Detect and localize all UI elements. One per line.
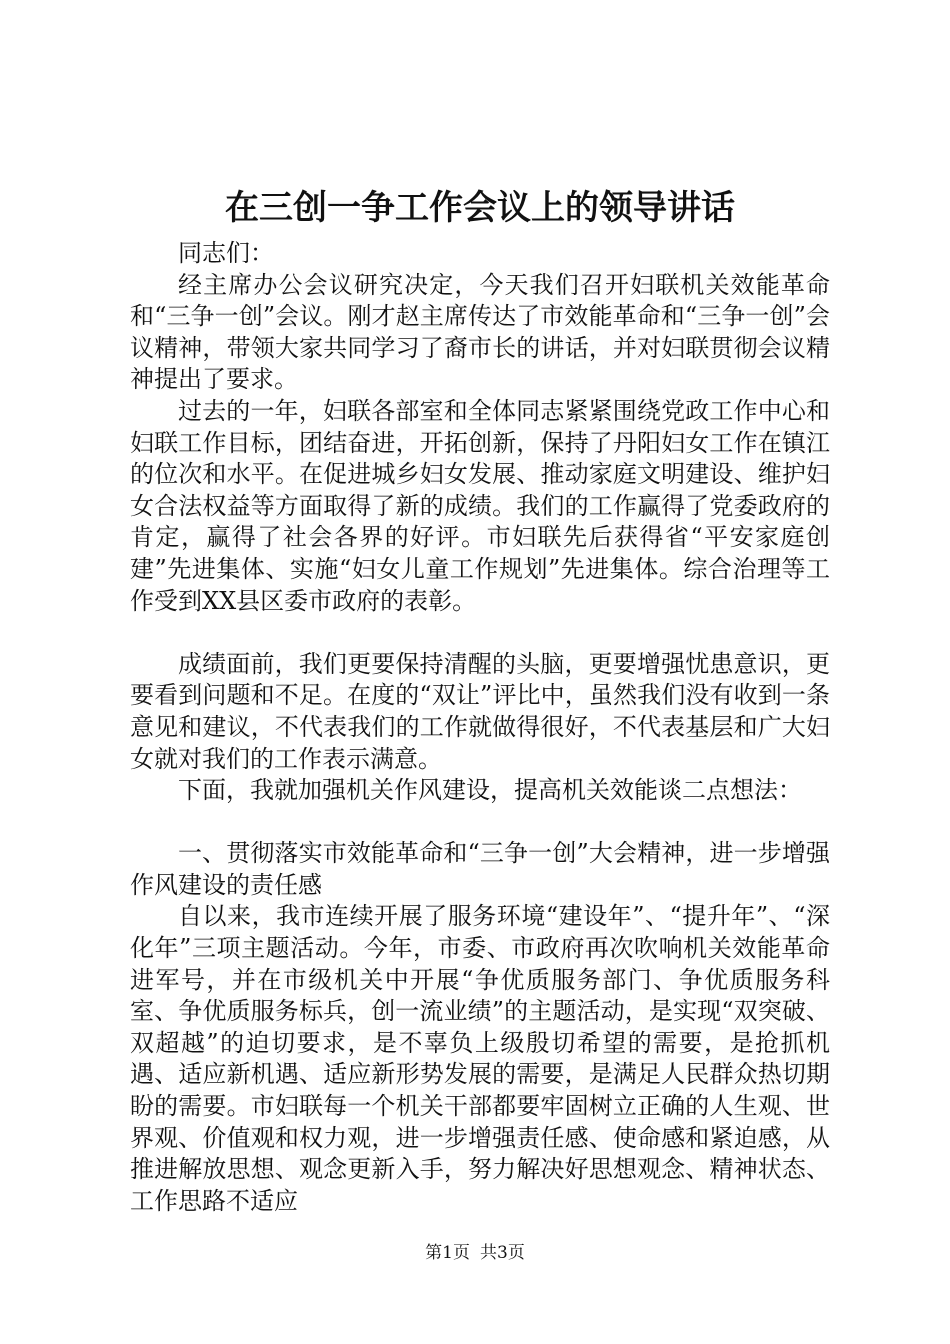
body-paragraph: 成绩面前，我们更要保持清醒的头脑，更要增强忧患意识，更要看到问题和不足。在度的“双让”评比中，虽然我们没有收到一条意见和建议，不代表我们的工作就做得很好，不代表基层和广大妇女就对我们的工作表示满意。 <box>130 649 830 773</box>
body-paragraph: 自以来，我市连续开展了服务环境“建设年”、“提升年”、“深化年”三项主题活动。今年，市委、市政府再次吹响机关效能革命进军号，并在市级机关中开展“争优质服务部门、争优质服务科室、争优质服务标兵，创一流业绩”的主题活动，是实现“双突破、双超越”的迫切要求，是不辜负上级殷切希望的需要，是抢抓机遇、适应新机遇、适应新形势发展的需要，是满足人民群众热切期盼的需要。市妇联每一个机关干部都要牢固树立正确的人生观、世界观、价值观和权力观，进一步增强责任感、使命感和紧迫感，从推进解放思想、观念更新入手，努力解决好思想观念、精神状态、工作思路不适应 <box>130 902 830 1215</box>
body-paragraph: 过去的一年，妇联各部室和全体同志紧紧围绕党政工作中心和妇联工作目标，团结奋进，开拓创新，保持了丹阳妇女工作在镇江的位次和水平。在促进城乡妇女发展、推动家庭文明建设、维护妇女合法权益等方面取得了新的成绩。我们的工作赢得了党委政府的肯定，赢得了社会各界的好评。市妇联先后获得省“平安家庭创建”先进集体、实施“妇女儿童工作规划”先进集体。综合治理等工作受到XX县区委市政府的表彰。 <box>130 396 830 615</box>
page-footer <box>0 1241 950 1265</box>
document-body <box>130 238 830 1217</box>
body-paragraph: 经主席办公会议研究决定，今天我们召开妇联机关效能革命和“三争一创”会议。刚才赵主席传达了市效能革命和“三争一创”会议精神，带领大家共同学习了裔市长的讲话，并对妇联贯彻会议精神提出了要求。 <box>130 270 830 394</box>
section-heading: 一、贯彻落实市效能革命和“三争一创”大会精神，进一步增强作风建设的责任感 <box>130 839 830 899</box>
page-total: 共3页 <box>480 1243 525 1263</box>
document-title: 在三创一争工作会议上的领导讲话 <box>225 188 735 228</box>
salutation-paragraph: 同志们： <box>178 239 274 267</box>
page-number: 第1页 <box>425 1243 470 1263</box>
body-paragraph: 下面，我就加强机关作风建设，提高机关效能谈二点想法： <box>178 776 802 805</box>
